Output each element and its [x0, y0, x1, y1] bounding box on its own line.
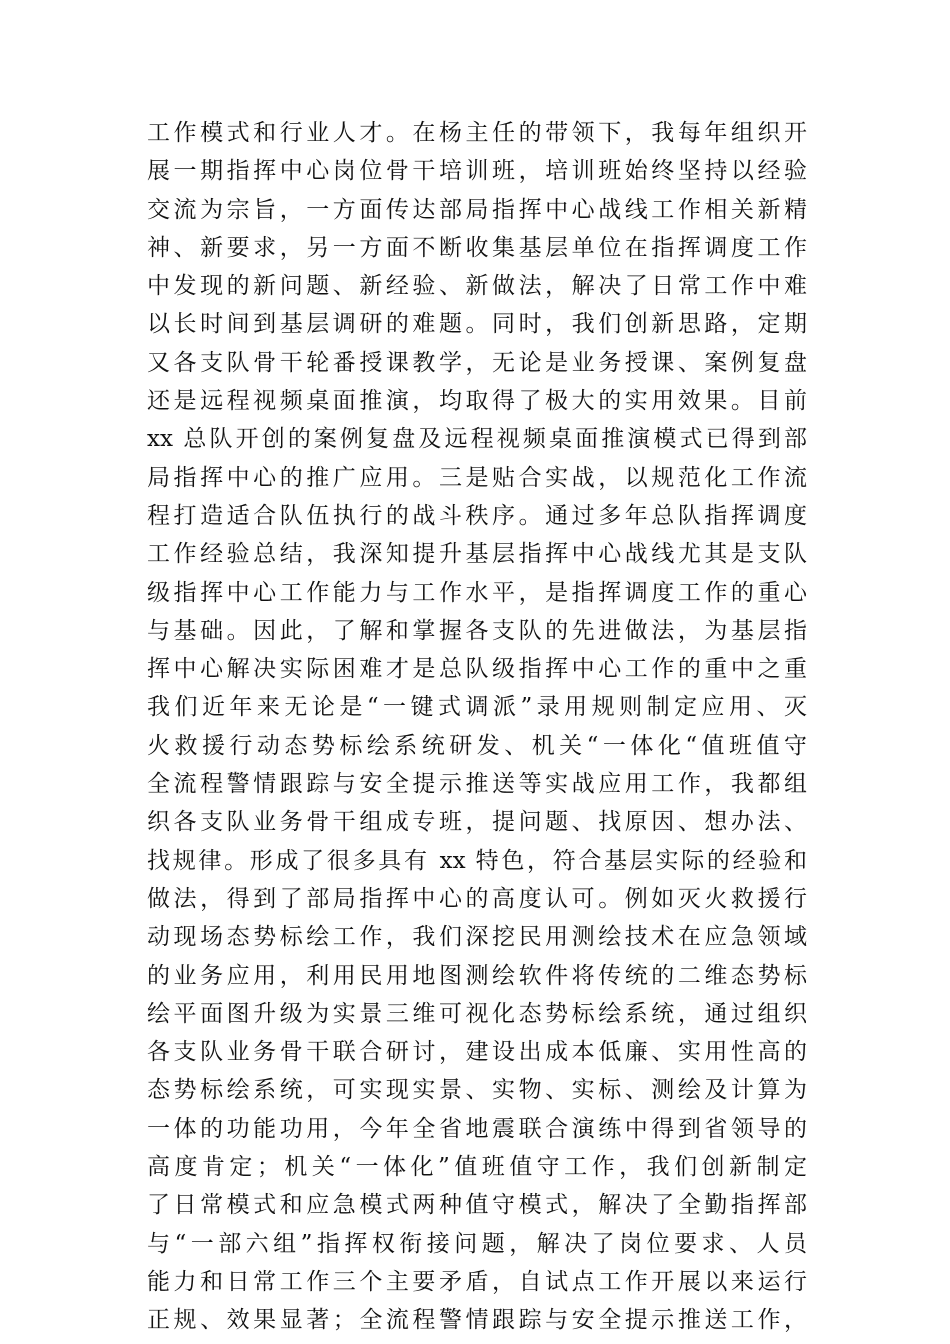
text-line: 高度肯定；机关“一体化”值班值守工作，我们创新制定	[147, 1154, 807, 1181]
text-line: 神、新要求，另一方面不断收集基层单位在指挥调度工作	[147, 234, 807, 261]
text-line: 态势标绘系统，可实现实景、实物、实标、测绘及计算为	[147, 1077, 807, 1104]
text-line: 局指挥中心的推广应用。三是贴合实战，以规范化工作流	[147, 464, 807, 491]
text-line: xx 总队开创的案例复盘及远程视频桌面推演模式已得到部	[147, 426, 807, 453]
text-line: 程打造适合队伍执行的战斗秩序。通过多年总队指挥调度	[147, 502, 807, 529]
text-line: 还是远程视频桌面推演，均取得了极大的实用效果。目前	[147, 388, 807, 415]
text-line: 中发现的新问题、新经验、新做法，解决了日常工作中难	[147, 273, 807, 300]
text-line: 挥中心解决实际困难才是总队级指挥中心工作的重中之重	[147, 656, 807, 683]
text-line: 展一期指挥中心岗位骨干培训班，培训班始终坚持以经验	[147, 158, 807, 185]
text-line: 以长时间到基层调研的难题。同时，我们创新思路，定期	[147, 311, 807, 338]
text-line: 交流为宗旨，一方面传达部局指挥中心战线工作相关新精	[147, 196, 807, 223]
text-line: 工作模式和行业人才。在杨主任的带领下，我每年组织开	[147, 120, 807, 146]
body-text	[147, 114, 807, 1340]
text-line: 火救援行动态势标绘系统研发、机关“一体化“值班值守	[147, 732, 807, 759]
text-line: 一体的功能功用，今年全省地震联合演练中得到省领导的	[147, 1115, 807, 1142]
text-line: 又各支队骨干轮番授课教学，无论是业务授课、案例复盘	[147, 349, 807, 376]
text-line: 了日常模式和应急模式两种值守模式，解决了全勤指挥部	[147, 1192, 807, 1219]
text-line: 动现场态势标绘工作，我们深挖民用测绘技术在应急领域	[147, 924, 807, 951]
text-line: 绘平面图升级为实景三维可视化态势标绘系统，通过组织	[147, 1000, 807, 1027]
text-line: 工作经验总结，我深知提升基层指挥中心战线尤其是支队	[147, 541, 807, 568]
text-line: 全流程警情跟踪与安全提示推送等实战应用工作，我都组	[147, 771, 807, 798]
text-line: 的业务应用，利用民用地图测绘软件将传统的二维态势标	[147, 962, 807, 989]
text-line: 正规、效果显著；全流程警情跟踪与安全提示推送工作，	[147, 1307, 807, 1334]
text-line: 织各支队业务骨干组成专班，提问题、找原因、想办法、	[147, 809, 807, 836]
text-line: 与“一部六组”指挥权衔接问题，解决了岗位要求、人员	[147, 1230, 807, 1257]
text-line: 与基础。因此，了解和掌握各支队的先进做法，为基层指	[147, 617, 807, 644]
text-line: 找规律。形成了很多具有 xx 特色，符合基层实际的经验和	[147, 847, 807, 874]
text-line: 级指挥中心工作能力与工作水平，是指挥调度工作的重心	[147, 579, 807, 606]
text-line: 各支队业务骨干联合研讨，建设出成本低廉、实用性高的	[147, 1039, 807, 1066]
text-line: 能力和日常工作三个主要矛盾，自试点工作开展以来运行	[147, 1268, 807, 1295]
text-line: 我们近年来无论是“一键式调派”录用规则制定应用、灭	[147, 694, 807, 721]
text-line: 做法，得到了部局指挥中心的高度认可。例如灭火救援行	[147, 885, 807, 912]
